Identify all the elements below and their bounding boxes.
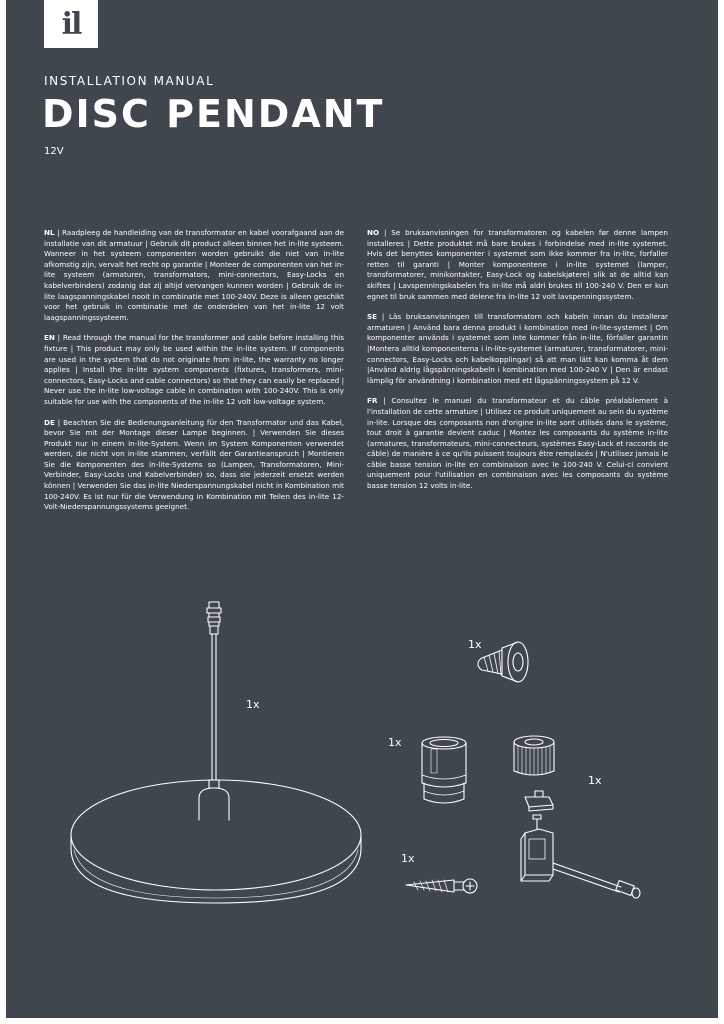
lang-code: NL xyxy=(44,228,55,237)
separator: | xyxy=(54,228,62,237)
section-text: Beachten Sie die Bedienungsanleitung für den Transformator und das Kabel, bevor Sie mit der Montage dieser Lampe beginnen. | Verwenden Sie dieses Produkt nur in einem in-lite-System. Wenn im System Komponenten verwendet werden, die nicht von in-lite stammen, verfällt der Garantieanspruch | Montieren Sie die Komponenten des in-lite-Systems so (Lampen, Transformatoren, Mini-Verbinder, Easy-Locks und Kabelverbinder) so, dass sie jederzeit ersetzt werden können | Verwenden Sie das in-lite Niederspannungskabel nicht in Kombination mit 100-240V. Es ist nur für die Verwendung in Kombination mit Teilen des in-lite 12-Volt-Niederspannungssystems geeignet. xyxy=(44,417,344,512)
instructions-column-left xyxy=(44,228,344,523)
separator: | xyxy=(377,312,389,322)
separator: | xyxy=(379,228,392,237)
separator: | xyxy=(54,417,64,427)
section-text: Se bruksanvisningen for transformatoren og kabelen før denne lampen installeres | Dette produktet må bare brukes i forbindelse med in-lite systemet. Hvis det benyttes komponenter i systemet som ikke kommer fra in-lite, forfaller retten til garanti | Monter komponentene i in-lite systemet (lamper, transformatorer, minikontakter, Easy-Lock og kabelskjøtere) slik at de alltid kan skiftes | Lavspenningskabelen fra in-lite må aldri brukes til 100-240 V. Den er kun egnet til bruk sammen med delene fra in-lite 12 volt lavspenningssystem. xyxy=(367,228,668,301)
lang-code: EN xyxy=(44,333,55,343)
disc-pendant-icon xyxy=(71,602,361,903)
section-fr xyxy=(367,396,668,491)
lang-code: FR xyxy=(367,396,378,406)
nut-clip-icon xyxy=(514,736,640,898)
section-no xyxy=(367,228,668,302)
lang-code: SE xyxy=(367,312,378,322)
section-text: Consultez le manuel du transformateur et du câble préalablement à l'installation de cette armature | Utilisez ce produit uniquement au sein du système in-lite. Lorsque des composants non d'origine in-lite sont utilisés dans le système, tout droit à garantie devient caduc | Montez les composants du système in-lite (armatures, transformateurs, mini-connecteurs, systèmes Easy-Lock et raccords de câble) de manière à ce qu'ils puissent toujours être remplacés | N'utilisez jamais le câble basse tension in-lite en combinaison avec le 100-240 V. Celui-ci convient uniquement pour l'utilisation en combinaison avec les composants du système basse tension 12 volts in-lite. xyxy=(367,396,668,491)
section-de xyxy=(44,418,344,513)
page-title: DISC PENDANT xyxy=(42,92,385,136)
bolt-icon xyxy=(478,642,528,682)
nut-set-qty: 1x xyxy=(588,774,602,787)
section-nl xyxy=(44,228,344,323)
brand-logo: il xyxy=(44,0,98,48)
bolt-qty: 1x xyxy=(468,638,482,651)
lang-code: DE xyxy=(44,417,55,427)
parts-drawing xyxy=(6,580,718,1018)
voltage-label: 12V xyxy=(44,146,64,157)
lang-code: NO xyxy=(367,228,380,237)
instructions-column-right xyxy=(367,228,668,502)
section-en xyxy=(44,333,344,407)
cap-icon xyxy=(422,737,466,803)
manual-page xyxy=(6,0,718,1018)
pendant-qty: 1x xyxy=(246,698,260,711)
section-text: Raadpleeg de handleiding van de transformator en kabel voorafgaand aan de installatie van dit armatuur | Gebruik dit product alleen binnen het in-lite systeem. Wanneer in het systeem componenten worden gebruikt die niet van in-lite afkomstig zijn, vervalt het recht op garantie | Monteer de componenten van het in-lite systeem (armaturen, transformators, mini-connectors, Easy-Locks en kabelverbinders) zodanig dat zij altijd vervangen kunnen worden | Gebruik de in-lite laagspanningskabel nooit in combinatie met 100-240V. Deze is alleen geschikt voor het gebruik in combinatie met de onderdelen van het in-lite 12 volt laagspanningssysteem. xyxy=(44,228,345,322)
section-text: Read through the manual for the transformer and cable before installing this fixture | This product may only be used within the in-lite system. If components are used in the system that do not originate from in-lite, the warranty no longer applies | Install the in-lite system components (fixtures, transformers, mini-connectors, Easy-Locks and cable connectors) so that they can easily be replaced | Never use the in-lite low-voltage cable in combination with 100-240V. This is only suitable for use with the components of the in-lite 12 volt low-voltage system. xyxy=(44,333,344,406)
screw-qty: 1x xyxy=(401,852,415,865)
separator: | xyxy=(54,333,63,343)
cap-qty: 1x xyxy=(388,736,402,749)
document-subtitle: INSTALLATION MANUAL xyxy=(44,74,215,88)
section-se xyxy=(367,312,668,386)
screw-icon xyxy=(406,879,477,893)
separator: | xyxy=(377,396,392,406)
section-text: Läs bruksanvisningen till transformatorn och kabeln innan du installerar armaturen | Använd bara denna produkt i kombination med in-lite-systemet | Om komponenter används i systemet som inte kommer från in-lite, förfaller garantin |Montera alltid komponenterna i in-lite-systemet (armaturer, transformatorer, mini-connectors, Easy-Locks och kabelkopplingar) så att man lätt kan komma åt dem |Använd aldrig lågspänningskabeln i kombination med 100-240 V | Den är endast lämplig för användning i kombination med ett lågspänningssystem på 12 V. xyxy=(367,312,668,385)
